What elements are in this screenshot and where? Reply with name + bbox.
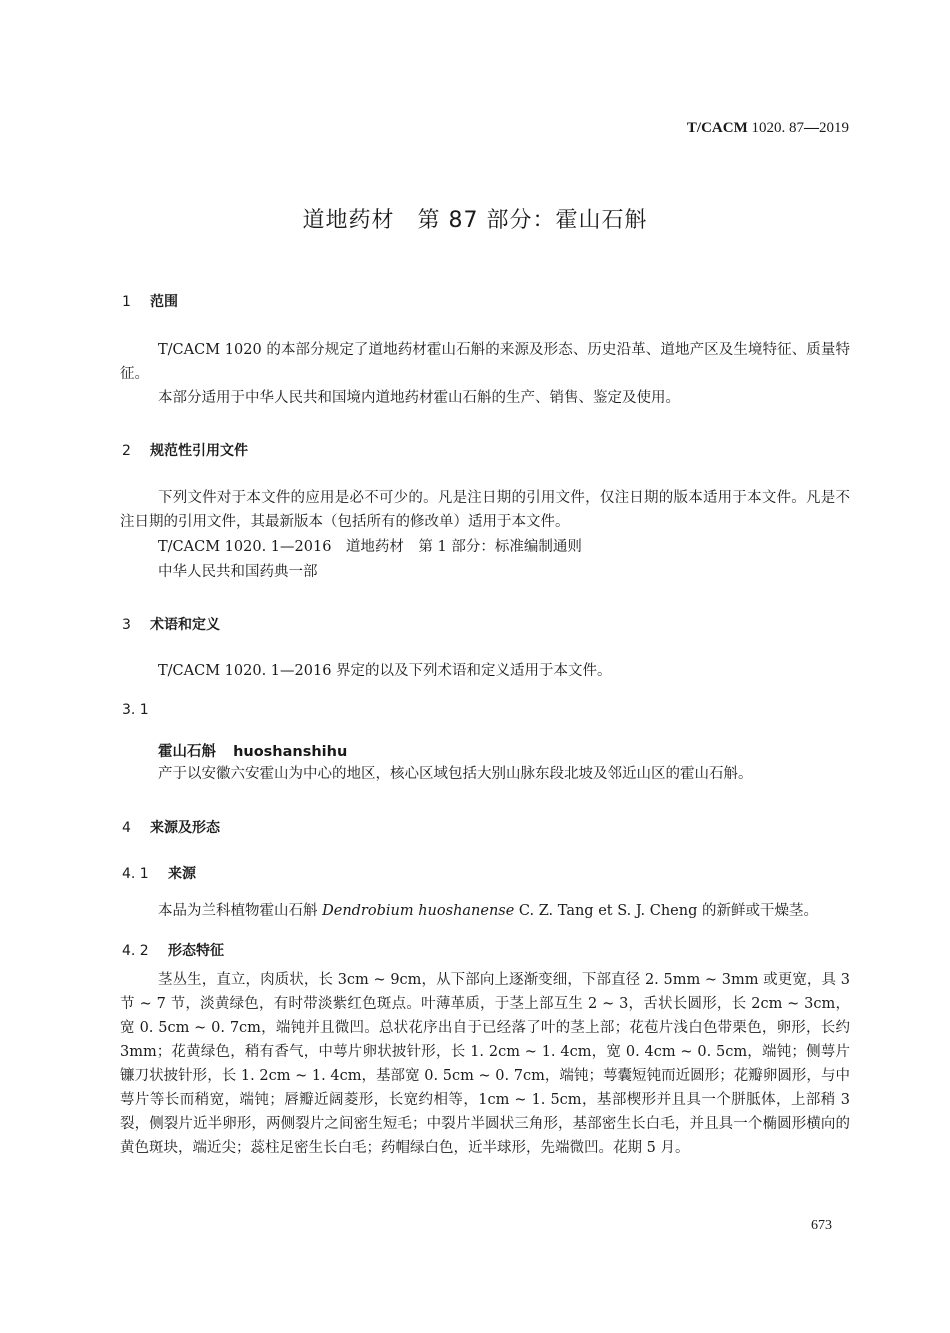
subsection-title: 来源: [168, 866, 196, 882]
section-1-paragraph-1: T/CACM 1020 的本部分规定了道地药材霍山石斛的来源及形态、历史沿革、道地产区及生境特征、质量特征。: [120, 342, 850, 382]
section-1-paragraph-2: 本部分适用于中华人民共和国境内道地药材霍山石斛的生产、销售、鉴定及使用。: [158, 390, 680, 406]
standard-year: 2019: [819, 120, 849, 136]
morphology-paragraph: 茎丛生，直立，肉质状，长 3cm ~ 9cm，从下部向上逐渐变细，下部直径 2. 5mm ~ 3mm 或更宽，具 3 节 ~ 7 节，淡黄绿色，有时带淡紫红色斑点。叶薄革质，于茎上部互生 2 ~ 3，舌状长圆形，长 2cm ~ 3cm，宽 0. 5cm ~ 0. 7cm，端钝并且微凹。总状花序出自于已经落了叶的茎上部；花苞片浅白色带栗色，卵形，长约 3mm；花黄绿色，稍有香气，中萼片卵状披针形，长 1. 2cm ~ 1. 4cm，宽 0. 4cm ~ 0. 5cm，端钝；侧萼片镰刀状披针形，长 1. 2cm ~ 1. 4cm，基部宽 0. 5cm ~ 0. 7cm，端钝；萼囊短钝而近圆形；花瓣卵圆形，与中萼片等长而稍宽，端钝；唇瓣近阔菱形，长宽约相等，1cm ~ 1. 5cm，基部楔形并且具一个胼胝体，上部稍 3 裂，侧裂片近半卵形，两侧裂片之间密生短毛；中裂片半圆状三角形，基部密生长白毛，并且具一个椭圆形横向的黄色斑块，端近尖；蕊柱足密生长白毛；药帽绿白色，近半球形，先端微凹。花期 5 月。: [120, 972, 850, 1156]
term-english: huoshanshihu: [233, 744, 348, 760]
section-title: 范围: [150, 294, 178, 310]
section-title: 来源及形态: [150, 820, 220, 836]
source-text-before: 本品为兰科植物霍山石斛: [158, 903, 323, 919]
standard-prefix: T/CACM: [686, 120, 748, 136]
term-entry: [158, 740, 347, 761]
standard-number: 1020. 87: [751, 120, 804, 136]
section-1-heading: [122, 291, 178, 311]
source-paragraph: [158, 899, 818, 923]
subsection-3-1-number: 3. 1: [122, 702, 149, 718]
section-title: 术语和定义: [150, 617, 220, 633]
section-number: 1: [122, 294, 131, 310]
subsection-title: 形态特征: [168, 943, 224, 959]
standard-code: [687, 120, 849, 137]
subsection-4-2-heading: [122, 940, 224, 960]
section-4-heading: [122, 817, 220, 837]
source-text-after: C. Z. Tang et S. J. Cheng 的新鲜或干燥茎。: [514, 903, 818, 919]
section-2-paragraph-1: 下列文件对于本文件的应用是必不可少的。凡是注日期的引用文件，仅注日期的版本适用于本文件。凡是不注日期的引用文件，其最新版本（包括所有的修改单）适用于本文件。: [120, 490, 850, 530]
reference-item-1: T/CACM 1020. 1—2016 道地药材 第 1 部分：标准编制通则: [158, 539, 582, 555]
section-number: 2: [122, 443, 131, 459]
term-definition: 产于以安徽六安霍山为中心的地区，核心区域包括大别山脉东段北坡及邻近山区的霍山石斛。: [158, 766, 753, 782]
standard-separator: —: [804, 120, 819, 136]
section-2-heading: [122, 440, 248, 460]
section-number: 4: [122, 820, 131, 836]
page-number: 673: [811, 1218, 832, 1233]
subsection-number: 4. 1: [122, 866, 149, 882]
section-3-heading: [122, 614, 220, 634]
document-title: 道地药材 第 87 部分：霍山石斛: [302, 208, 648, 233]
section-title: 规范性引用文件: [150, 443, 248, 459]
section-3-paragraph-1: T/CACM 1020. 1—2016 界定的以及下列术语和定义适用于本文件。: [158, 663, 612, 679]
term-chinese: 霍山石斛: [158, 744, 216, 760]
section-number: 3: [122, 617, 131, 633]
subsection-4-1-heading: [122, 863, 196, 883]
subsection-number: 4. 2: [122, 943, 149, 959]
source-latin-name: Dendrobium huoshanense: [322, 903, 515, 919]
reference-item-2: 中华人民共和国药典一部: [158, 564, 318, 580]
